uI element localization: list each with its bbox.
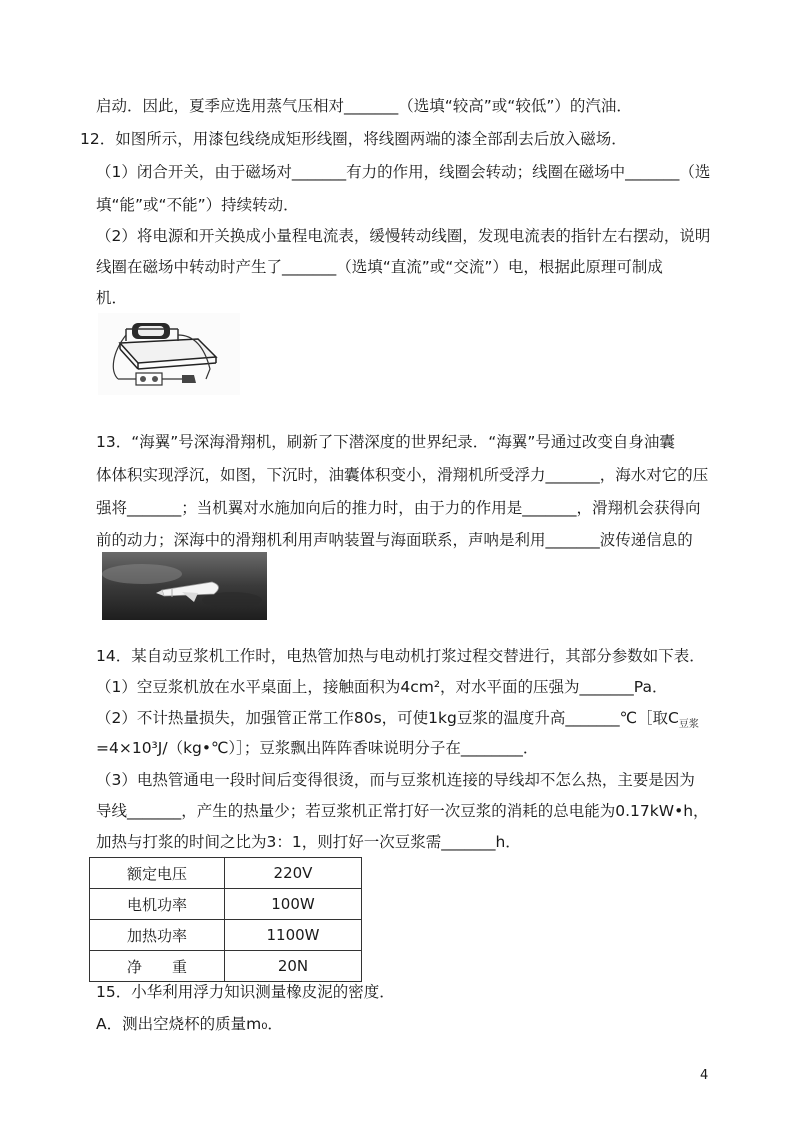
table-row: [90, 951, 362, 982]
subscript-label: 豆浆: [678, 719, 699, 731]
question-12-title: 12．如图所示，用漆包线绕成矩形线圈，将线圈两端的漆全部刮去后放入磁场．: [80, 130, 627, 148]
text-line: （2）将电源和开关换成小量程电流表，缓慢转动线圈，发现电流表的指针左右摆动，说明: [96, 227, 711, 245]
glider-underwater-figure: [102, 552, 267, 620]
text-fragment: （2）不计热量损失，加强管正常工作80s，可使1kg豆浆的温度升高_______℃［取C: [96, 709, 679, 727]
coil-motor-figure: [98, 313, 240, 395]
text-line: 启动．因此，夏季应选用蒸气压相对_______（选填“较高”或“较低”）的汽油．: [96, 97, 632, 115]
text-line: 前的动力；深海中的滑翔机利用声呐装置与海面联系，声呐是利用_______波传递信息的: [96, 531, 693, 549]
text-line: 体体积实现浮沉，如图，下沉时，油囊体积变小，滑翔机所受浮力_______，海水对它的压: [96, 466, 709, 484]
text-line: A．测出空烧杯的质量m₀．: [96, 1015, 283, 1033]
table-cell: 100W: [225, 889, 362, 920]
text-line: 线圈在磁场中转动时产生了_______（选填“直流”或“交流”）电，根据此原理可制成: [96, 258, 663, 276]
text-line: 强将_______；当机翼对水施加向后的推力时，由于力的作用是_______，滑翔机会获得向: [96, 499, 701, 517]
table-cell: 20N: [225, 951, 362, 982]
parameter-table: [89, 857, 362, 982]
text-line: 导线_______，产生的热量少；若豆浆机正常打好一次豆浆的消耗的总电能为0.17kW•h，: [96, 802, 709, 820]
table-row: [90, 920, 362, 951]
table-cell: 额定电压: [90, 858, 225, 889]
question-15-title: 15．小华利用浮力知识测量橡皮泥的密度．: [96, 983, 395, 1001]
text-line: （3）电热管通电一段时间后变得很烫，而与豆浆机连接的导线却不怎么热，主要是因为: [96, 771, 695, 789]
text-line: 填“能”或“不能”）持续转动．: [96, 196, 299, 214]
text-line: =4×10³J/（kg•℃）］；豆浆飘出阵阵香味说明分子在________．: [96, 739, 539, 757]
page-number: 4: [700, 1068, 709, 1083]
table-row: [90, 889, 362, 920]
text-line: （1）空豆浆机放在水平桌面上，接触面积为4cm²，对水平面的压强为_______Pa．: [96, 678, 668, 696]
text-line: 加热与打浆的时间之比为3：1，则打好一次豆浆需_______h．: [96, 833, 521, 851]
table-row: [90, 858, 362, 889]
table-cell: 1100W: [225, 920, 362, 951]
question-13-title: 13．“海翼”号深海滑翔机，刷新了下潜深度的世界纪录．“海翼”号通过改变自身油囊: [96, 433, 675, 451]
table-cell: 加热功率: [90, 920, 225, 951]
text-line: [96, 708, 699, 735]
text-line: （1）闭合开关，由于磁场对_______有力的作用，线圈会转动；线圈在磁场中_______（选: [96, 163, 711, 181]
table-cell: 电机功率: [90, 889, 225, 920]
table-cell: 220V: [225, 858, 362, 889]
text-line: 机．: [96, 289, 128, 307]
question-14-title: 14．某自动豆浆机工作时，电热管加热与电动机打浆过程交替进行，其部分参数如下表．: [96, 647, 705, 665]
table-cell: 净 重: [90, 951, 225, 982]
